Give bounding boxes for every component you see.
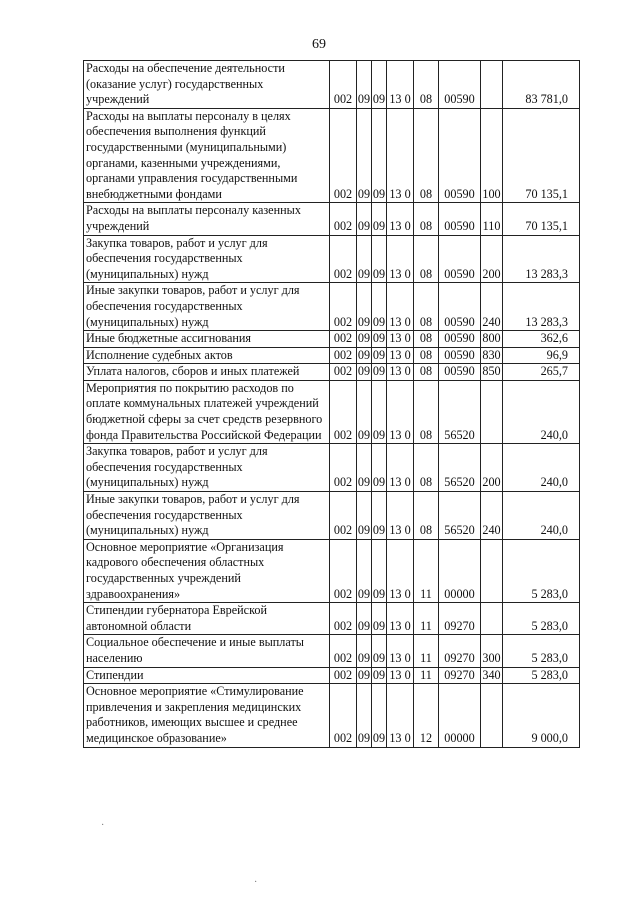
subprogram-code: 08: [414, 331, 439, 348]
ministry-code: 002: [330, 603, 357, 635]
ministry-code: 002: [330, 492, 357, 540]
expense-code: 00590: [439, 235, 481, 283]
subsection-code: 09: [372, 347, 387, 364]
amount: 5 283,0: [503, 667, 580, 684]
table-row: [84, 331, 580, 348]
subprogram-code: 08: [414, 203, 439, 235]
subsection-code: 09: [372, 364, 387, 381]
subprogram-code: 11: [414, 539, 439, 602]
row-name: Уплата налогов, сборов и иных платежей: [84, 364, 330, 381]
program-code: 13 0: [387, 492, 414, 540]
expense-type-code: [481, 684, 503, 747]
expense-type-code: [481, 539, 503, 602]
table-row: [84, 235, 580, 283]
expense-type-code: [481, 380, 503, 443]
ministry-code: 002: [330, 684, 357, 747]
expense-code: 00590: [439, 61, 481, 109]
program-code: 13 0: [387, 108, 414, 203]
amount: 5 283,0: [503, 539, 580, 602]
subprogram-code: 11: [414, 635, 439, 667]
table-row: [84, 539, 580, 602]
subsection-code: 09: [372, 203, 387, 235]
amount: 265,7: [503, 364, 580, 381]
expense-type-code: 200: [481, 444, 503, 492]
amount: 13 283,3: [503, 235, 580, 283]
section-code: 09: [357, 684, 372, 747]
subsection-code: 09: [372, 235, 387, 283]
table-row: [84, 444, 580, 492]
section-code: 09: [357, 283, 372, 331]
table-row: [84, 203, 580, 235]
program-code: 13 0: [387, 380, 414, 443]
row-name: Стипендии губернатора Еврейской автономной области: [84, 603, 330, 635]
expense-code: 56520: [439, 492, 481, 540]
scan-speck: ·: [254, 877, 258, 888]
program-code: 13 0: [387, 331, 414, 348]
expense-type-code: 800: [481, 331, 503, 348]
amount: 70 135,1: [503, 203, 580, 235]
ministry-code: 002: [330, 539, 357, 602]
program-code: 13 0: [387, 684, 414, 747]
subsection-code: 09: [372, 539, 387, 602]
section-code: 09: [357, 667, 372, 684]
row-name: Исполнение судебных актов: [84, 347, 330, 364]
section-code: 09: [357, 635, 372, 667]
subsection-code: 09: [372, 61, 387, 109]
expense-code: 00000: [439, 539, 481, 602]
table-row: [84, 364, 580, 381]
program-code: 13 0: [387, 235, 414, 283]
amount: 9 000,0: [503, 684, 580, 747]
subsection-code: 09: [372, 492, 387, 540]
section-code: 09: [357, 492, 372, 540]
table-row: [84, 492, 580, 540]
program-code: 13 0: [387, 444, 414, 492]
ministry-code: 002: [330, 235, 357, 283]
table-row: [84, 635, 580, 667]
program-code: 13 0: [387, 539, 414, 602]
subsection-code: 09: [372, 380, 387, 443]
expense-code: 09270: [439, 667, 481, 684]
expense-type-code: 340: [481, 667, 503, 684]
subprogram-code: 08: [414, 347, 439, 364]
ministry-code: 002: [330, 203, 357, 235]
subprogram-code: 08: [414, 444, 439, 492]
amount: 240,0: [503, 444, 580, 492]
row-name: Расходы на выплаты персоналу казенных учреждений: [84, 203, 330, 235]
section-code: 09: [357, 347, 372, 364]
section-code: 09: [357, 364, 372, 381]
section-code: 09: [357, 539, 372, 602]
expense-code: 56520: [439, 380, 481, 443]
expense-type-code: 200: [481, 235, 503, 283]
ministry-code: 002: [330, 444, 357, 492]
row-name: Основное мероприятие «Стимулирование привлечения и закрепления медицинских работников, имеющих высшее и среднее медицинское образование»: [84, 684, 330, 747]
expense-type-code: 850: [481, 364, 503, 381]
subprogram-code: 08: [414, 61, 439, 109]
row-name: Стипендии: [84, 667, 330, 684]
expense-code: 00590: [439, 283, 481, 331]
subsection-code: 09: [372, 603, 387, 635]
ministry-code: 002: [330, 347, 357, 364]
subprogram-code: 08: [414, 364, 439, 381]
row-name: Мероприятия по покрытию расходов по оплате коммунальных платежей учреждений бюджетной сферы за счет средств резервного фонда Правительства Российской Федерации: [84, 380, 330, 443]
subsection-code: 09: [372, 667, 387, 684]
expense-code: 00590: [439, 347, 481, 364]
row-name: Закупка товаров, работ и услуг для обеспечения государственных (муниципальных) нужд: [84, 235, 330, 283]
expense-code: 09270: [439, 603, 481, 635]
row-name: Социальное обеспечение и иные выплаты населению: [84, 635, 330, 667]
subsection-code: 09: [372, 444, 387, 492]
subsection-code: 09: [372, 108, 387, 203]
subprogram-code: 08: [414, 492, 439, 540]
amount: 70 135,1: [503, 108, 580, 203]
table-row: [84, 684, 580, 747]
expense-code: 00590: [439, 331, 481, 348]
row-name: Закупка товаров, работ и услуг для обеспечения государственных (муниципальных) нужд: [84, 444, 330, 492]
scan-speck: ·: [101, 820, 105, 831]
ministry-code: 002: [330, 364, 357, 381]
ministry-code: 002: [330, 61, 357, 109]
section-code: 09: [357, 235, 372, 283]
program-code: 13 0: [387, 364, 414, 381]
table-row: [84, 347, 580, 364]
expense-code: 00590: [439, 203, 481, 235]
program-code: 13 0: [387, 203, 414, 235]
amount: 96,9: [503, 347, 580, 364]
expense-type-code: [481, 603, 503, 635]
budget-table: [83, 60, 580, 748]
row-name: Иные закупки товаров, работ и услуг для обеспечения государственных (муниципальных) нужд: [84, 492, 330, 540]
amount: 13 283,3: [503, 283, 580, 331]
expense-type-code: 110: [481, 203, 503, 235]
row-name: Иные закупки товаров, работ и услуг для обеспечения государственных (муниципальных) нужд: [84, 283, 330, 331]
section-code: 09: [357, 61, 372, 109]
section-code: 09: [357, 603, 372, 635]
expense-type-code: 240: [481, 492, 503, 540]
subprogram-code: 11: [414, 667, 439, 684]
subsection-code: 09: [372, 635, 387, 667]
subsection-code: 09: [372, 283, 387, 331]
subprogram-code: 11: [414, 603, 439, 635]
amount: 362,6: [503, 331, 580, 348]
expense-code: 00590: [439, 108, 481, 203]
program-code: 13 0: [387, 283, 414, 331]
expense-type-code: 300: [481, 635, 503, 667]
table-row: [84, 603, 580, 635]
expense-code: 09270: [439, 635, 481, 667]
expense-type-code: 830: [481, 347, 503, 364]
table-row: [84, 380, 580, 443]
amount: 83 781,0: [503, 61, 580, 109]
subprogram-code: 08: [414, 108, 439, 203]
expense-type-code: 100: [481, 108, 503, 203]
page-number: 69: [312, 37, 326, 52]
ministry-code: 002: [330, 108, 357, 203]
ministry-code: 002: [330, 635, 357, 667]
ministry-code: 002: [330, 380, 357, 443]
row-name: Основное мероприятие «Организация кадрового обеспечения областных государственных учреждений здравоохранения»: [84, 539, 330, 602]
program-code: 13 0: [387, 667, 414, 684]
program-code: 13 0: [387, 61, 414, 109]
table-row: [84, 61, 580, 109]
expense-type-code: 240: [481, 283, 503, 331]
subsection-code: 09: [372, 684, 387, 747]
expense-code: 00590: [439, 364, 481, 381]
subprogram-code: 08: [414, 283, 439, 331]
table-body: [84, 61, 580, 748]
section-code: 09: [357, 380, 372, 443]
table-row: [84, 108, 580, 203]
amount: 5 283,0: [503, 603, 580, 635]
program-code: 13 0: [387, 603, 414, 635]
subprogram-code: 08: [414, 235, 439, 283]
section-code: 09: [357, 444, 372, 492]
ministry-code: 002: [330, 667, 357, 684]
subprogram-code: 12: [414, 684, 439, 747]
expense-type-code: [481, 61, 503, 109]
section-code: 09: [357, 203, 372, 235]
row-name: Иные бюджетные ассигнования: [84, 331, 330, 348]
amount: 240,0: [503, 492, 580, 540]
section-code: 09: [357, 331, 372, 348]
table-row: [84, 283, 580, 331]
amount: 240,0: [503, 380, 580, 443]
subprogram-code: 08: [414, 380, 439, 443]
row-name: Расходы на выплаты персоналу в целях обеспечения выполнения функций государственными (муниципальными) органами, казенными учреждениями, органами управления государственными внебюджетными фондами: [84, 108, 330, 203]
ministry-code: 002: [330, 331, 357, 348]
subsection-code: 09: [372, 331, 387, 348]
expense-code: 00000: [439, 684, 481, 747]
program-code: 13 0: [387, 635, 414, 667]
program-code: 13 0: [387, 347, 414, 364]
table-row: [84, 667, 580, 684]
row-name: Расходы на обеспечение деятельности (оказание услуг) государственных учреждений: [84, 61, 330, 109]
expense-code: 56520: [439, 444, 481, 492]
amount: 5 283,0: [503, 635, 580, 667]
ministry-code: 002: [330, 283, 357, 331]
section-code: 09: [357, 108, 372, 203]
